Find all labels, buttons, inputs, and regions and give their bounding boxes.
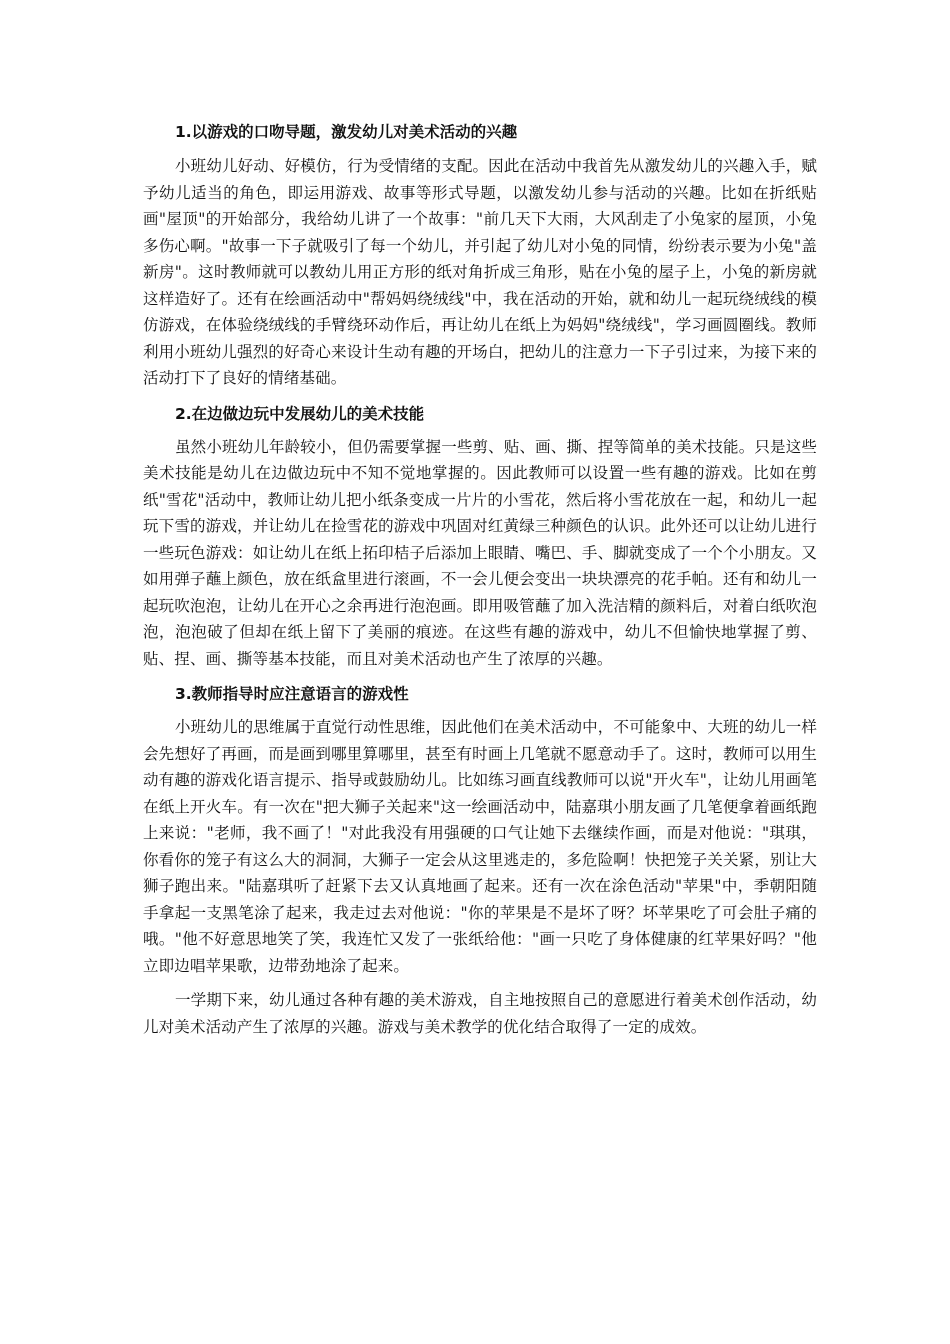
section-paragraph-2: 虽然小班幼儿年龄较小，但仍需要掌握一些剪、贴、画、撕、捏等简单的美术技能。只是这些美术技能是幼儿在边做边玩中不知不觉地掌握的。因此教师可以设置一些有趣的游戏。比如在剪纸"雪花"活动中，教师让幼儿把小纸条变成一片片的小雪花，然后将小雪花放在一起，和幼儿一起玩下雪的游戏，并让幼儿在捡雪花的游戏中巩固对红黄绿三种颜色的认识。此外还可以让幼儿进行一些玩色游戏：如让幼儿在纸上拓印桔子后添加上眼睛、嘴巴、手、脚就变成了一个个小朋友。又如用弹子蘸上颜色，放在纸盒里进行滚画，不一会儿便会变出一块块漂亮的花手帕。还有和幼儿一起玩吹泡泡，让幼儿在开心之余再进行泡泡画。即用吸管蘸了加入洗洁精的颜料后，对着白纸吹泡泡，泡泡破了但却在纸上留下了美丽的痕迹。在这些有趣的游戏中，幼儿不但愉快地掌握了剪、贴、捏、画、撕等基本技能，而且对美术活动也产生了浓厚的兴趣。 [143, 437, 817, 668]
section-heading-1: 1.以游戏的口吻导题，激发幼儿对美术活动的兴趣 [175, 123, 518, 141]
section-heading-2: 2.在边做边玩中发展幼儿的美术技能 [175, 404, 425, 423]
conclusion-paragraph: 一学期下来，幼儿通过各种有趣的美术游戏，自主地按照自己的意愿进行着美术创作活动，幼儿对美术活动产生了浓厚的兴趣。游戏与美术教学的优化结合取得了一定的成效。 [143, 991, 817, 1036]
document-page [143, 120, 817, 1040]
section-heading-3: 3.教师指导时应注意语言的游戏性 [175, 685, 409, 703]
section-paragraph-1: 小班幼儿好动、好模仿，行为受情绪的支配。因此在活动中我首先从激发幼儿的兴趣入手，赋予幼儿适当的角色，即运用游戏、故事等形式导题，以激发幼儿参与活动的兴趣。比如在折纸贴画"屋顶"的开始部分，我给幼儿讲了一个故事："前几天下大雨，大风刮走了小兔家的屋顶，小兔多伤心啊。"故事一下子就吸引了每一个幼儿，并引起了幼儿对小兔的同情，纷纷表示要为小兔"盖新房"。这时教师就可以教幼儿用正方形的纸对角折成三角形，贴在小兔的屋子上，小兔的新房就这样造好了。还有在绘画活动中"帮妈妈绕绒线"中，我在活动的开始，就和幼儿一起玩绕绒线的模仿游戏，在体验绕绒线的手臂绕环动作后，再让幼儿在纸上为妈妈"绕绒线"，学习画圆圈线。教师利用小班幼儿强烈的好奇心来设计生动有趣的开场白，把幼儿的注意力一下子引过来，为接下来的活动打下了良好的情绪基础。 [143, 157, 817, 387]
section-paragraph-3: 小班幼儿的思维属于直觉行动性思维，因此他们在美术活动中，不可能象中、大班的幼儿一样会先想好了再画，而是画到哪里算哪里，甚至有时画上几笔就不愿意动手了。这时，教师可以用生动有趣的游戏化语言提示、指导或鼓励幼儿。比如练习画直线教师可以说"开火车"，让幼儿用画笔在纸上开火车。有一次在"把大狮子关起来"这一绘画活动中，陆嘉琪小朋友画了几笔便拿着画纸跑上来说："老师，我不画了！"对此我没有用强硬的口气让她下去继续作画，而是对他说："琪琪，你看你的笼子有这么大的洞洞，大狮子一定会从这里逃走的，多危险啊！快把笼子关关紧，别让大狮子跑出来。"陆嘉琪听了赶紧下去又认真地画了起来。还有一次在涂色活动"苹果"中，季朝阳随手拿起一支黑笔涂了起来，我走过去对他说："你的苹果是不是坏了呀？坏苹果吃了可会肚子痛的哦。"他不好意思地笑了笑，我连忙又发了一张纸给他："画一只吃了身体健康的红苹果好吗？"他立即边唱苹果歌，边带劲地涂了起来。 [143, 718, 817, 975]
